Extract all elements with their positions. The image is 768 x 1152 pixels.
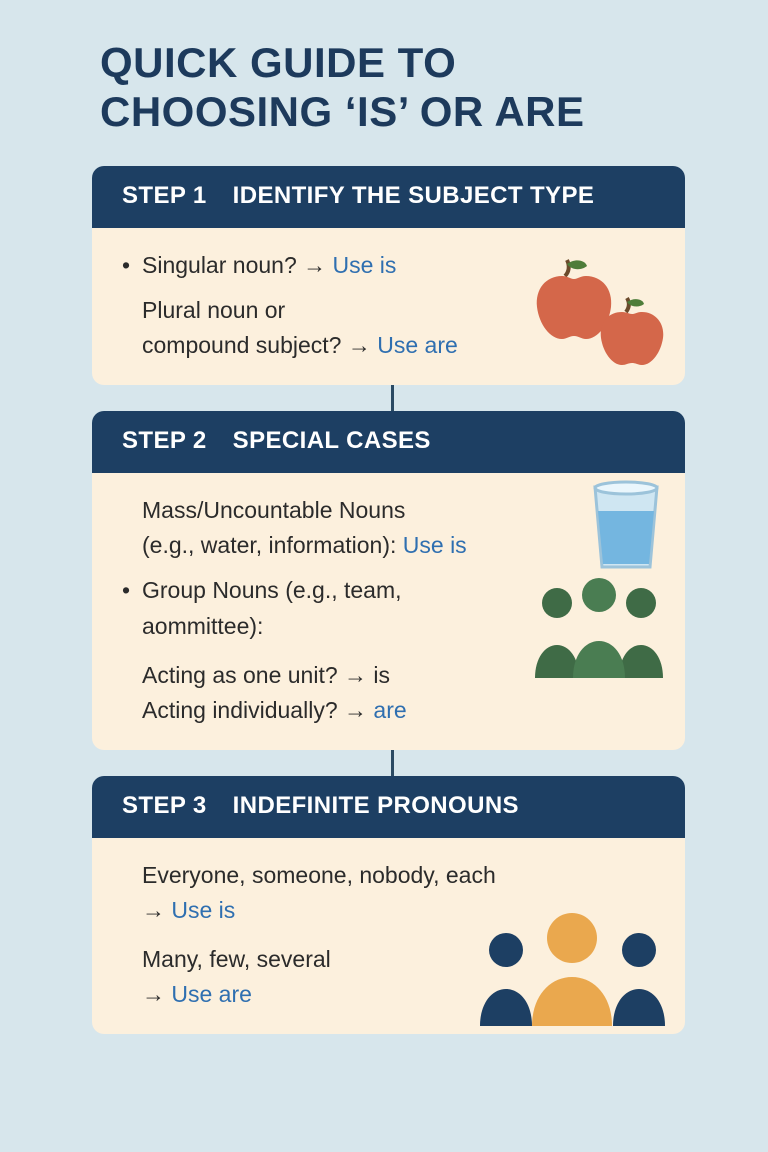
step-2-body [92, 473, 685, 749]
page-title-line-2: CHOOSING ‘IS’ OR ARE [100, 88, 585, 136]
list-item [122, 944, 655, 975]
list-item [122, 895, 655, 926]
step-1-header [92, 166, 685, 228]
step-1-title: IDENTIFY THE SUBJECT TYPE [232, 182, 595, 210]
bullet-spacer [122, 860, 142, 891]
row-text: Group Nouns (e.g., team, [142, 577, 402, 604]
list-item [122, 495, 655, 526]
step-3-number: STEP 3 [122, 791, 207, 819]
list-item [122, 530, 655, 561]
row-text: Many, few, several [142, 945, 331, 972]
bullet-spacer [122, 660, 142, 691]
list-item [122, 295, 655, 326]
step-3-title: INDEFINITE PRONOUNS [232, 791, 519, 819]
step-2-title: SPECIAL CASES [232, 427, 431, 455]
bullet-spacer [122, 530, 142, 561]
row-text: → Use is [142, 896, 236, 923]
bullet-spacer [122, 895, 142, 926]
step-3-header [92, 776, 685, 838]
step-2-number: STEP 2 [122, 427, 207, 455]
row-text: compound subject? → Use are [142, 332, 458, 359]
connector-line-2-3 [391, 750, 394, 776]
step-1-number: STEP 1 [122, 182, 207, 210]
list-item [122, 611, 655, 642]
step-card-3 [92, 776, 685, 1034]
bullet-icon: • [122, 252, 131, 279]
row-text: (e.g., water, information): Use is [142, 532, 467, 559]
list-item [122, 979, 655, 1010]
bullet-spacer [122, 944, 142, 975]
connector-line-1-2 [391, 385, 394, 411]
bullet-icon: • [122, 577, 131, 604]
page-title [100, 38, 684, 136]
row-text: Plural noun or [142, 297, 286, 324]
bullet-spacer [122, 979, 142, 1010]
row-text: Everyone, someone, nobody, each [142, 861, 496, 888]
bullet-spacer [122, 295, 142, 326]
step-card-2 [92, 411, 685, 749]
row-text: aommittee): [142, 612, 264, 639]
list-item [122, 575, 655, 606]
row-text: Acting individually? → are [142, 696, 407, 723]
list-item [122, 860, 655, 891]
row-text: Singular noun? → Use is [142, 252, 397, 279]
row-text: Mass/Uncountable Nouns [142, 497, 406, 524]
bullet-spacer [122, 330, 142, 361]
step-2-header [92, 411, 685, 473]
row-text: → Use are [142, 980, 252, 1007]
page-title-line-1: QUICK GUIDE TO [100, 39, 457, 86]
list-item [122, 695, 655, 726]
step-card-1 [92, 166, 685, 385]
step-1-body [92, 228, 685, 385]
list-item [122, 660, 655, 691]
list-item [122, 250, 655, 281]
bullet-spacer [122, 611, 142, 642]
list-item [122, 330, 655, 361]
bullet-spacer [122, 495, 142, 526]
bullet-spacer [122, 695, 142, 726]
row-text: Acting as one unit? → is [142, 661, 391, 688]
step-3-body [92, 838, 685, 1034]
